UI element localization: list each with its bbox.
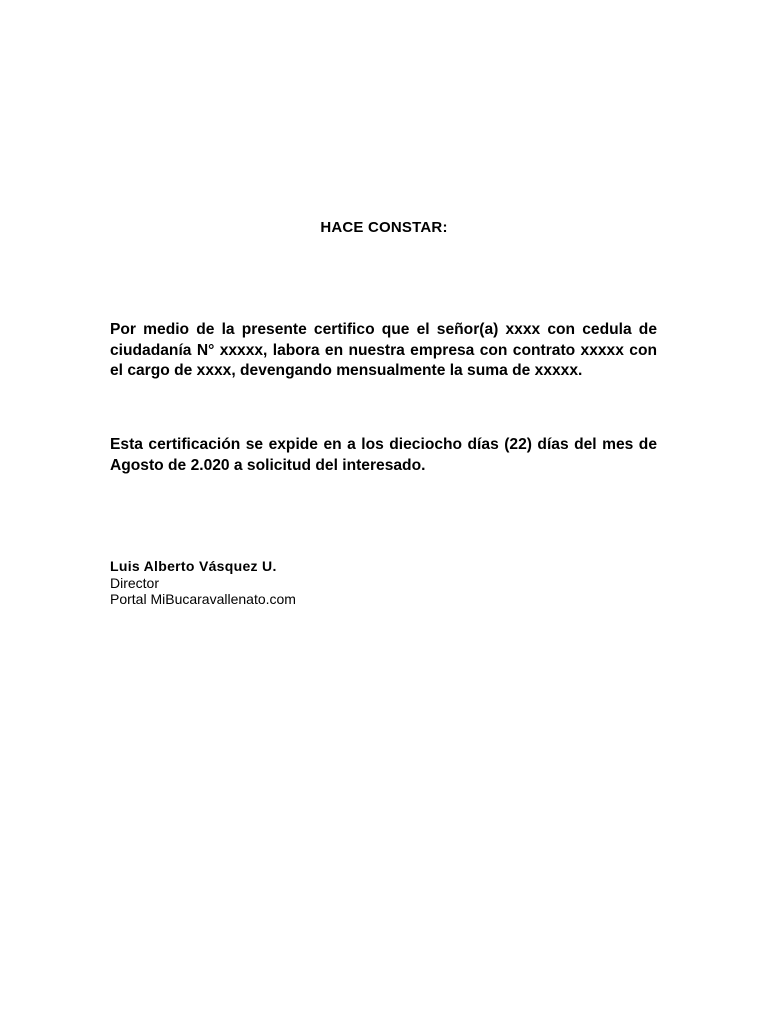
issuance-paragraph: Esta certificación se expide en a los dieciocho días (22) días del mes de Agosto de 2.020 a solicitud del interesado. xyxy=(110,436,657,474)
signature-block xyxy=(110,558,510,608)
document-heading: HACE CONSTAR: xyxy=(320,219,448,236)
signer-name: Luis Alberto Vásquez U. xyxy=(110,558,277,574)
signer-organization: Portal MiBucaravallenato.com xyxy=(110,591,296,607)
signer-title: Director xyxy=(110,574,160,591)
certification-paragraph: Por medio de la presente certifico que el señor(a) xxxx con cedula de ciudadanía N° xxxxx, labora en nuestra empresa con contrato xxxxx con el cargo de xxxx, devengando mensualmente la suma de xxxxx. xyxy=(110,321,657,379)
